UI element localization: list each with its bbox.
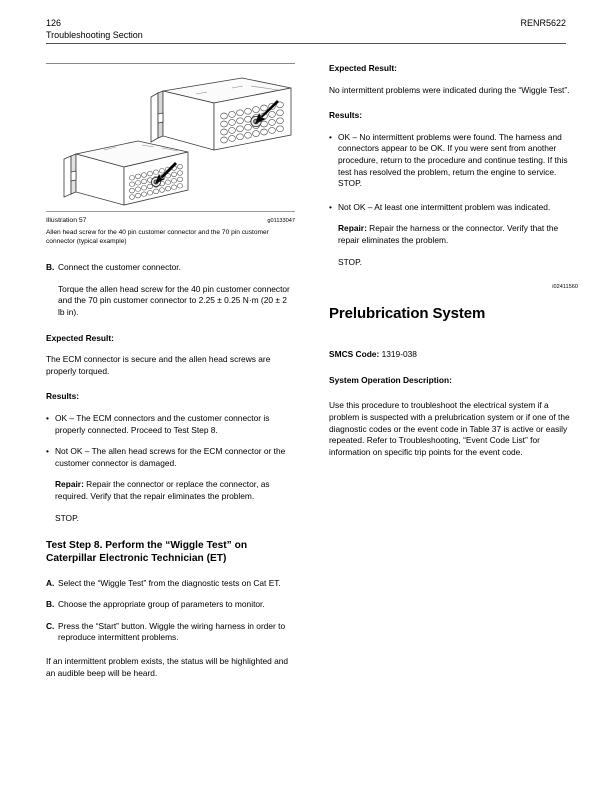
seventy-pin-connector-art [64,141,188,205]
step-b2-letter: B. [46,599,55,610]
step-a [46,578,295,590]
figure-label: Illustration 57 [46,217,87,224]
document-id: RENR5622 [520,18,566,28]
page-number: 126 [46,18,62,28]
result-bullet-ok-left [46,413,295,436]
repair-text-left: Repair the connector or replace the connector, as required. Verify that the repair eliminates the problem. [55,479,270,501]
expected-result-heading-left: Expected Result: [46,332,114,343]
stop-note-left: STOP. [55,512,79,523]
repair-note-right [338,223,578,246]
bullet-icon: • [329,131,332,142]
system-operation-heading: System Operation Description: [329,374,452,385]
figure-caption: Allen head screw for the 40 pin customer connector and the 70 pin customer connector (typical example) [46,229,269,245]
section-reference-id: i02411560 [552,284,578,291]
repair-label-right: Repair: [338,223,367,234]
step-c-text: Press the “Start” button. Wiggle the wiring harness in order to reproduce intermittent problems. [58,620,286,643]
step-b2 [46,599,295,611]
result-bullet-notok-right [329,202,578,214]
test-step-8-heading: Test Step 8. Perform the “Wiggle Test” on Caterpillar Electronic Technician (ET) [46,540,248,564]
figure-block [46,64,295,211]
results-heading-right: Results: [329,110,363,121]
step-a-letter: A. [46,577,55,588]
expected-result-text-right: No intermittent problems were indicated during the “Wiggle Test”. [329,84,570,95]
step-b-detail: Torque the allen head screw for the 40 pin customer connector and the 70 pin customer connector to 2.25 ± 0.25 N·m (20 ± 2 lb in). [58,283,290,317]
figure-caption-row [46,216,295,225]
step-b [46,262,295,274]
repair-label-left: Repair: [55,479,84,490]
smcs-label: SMCS Code: [329,349,380,360]
system-operation-text: Use this procedure to troubleshoot the electrical system if a problem is suspected with a prelubrication system or if one of the diagnostic codes or the event code in Table 37 is active or easily repeated. Refer to Troubleshooting, “Event Code List” for information on specific trip points for the event code. [329,400,570,457]
left-column [46,63,295,679]
bullet-icon: • [46,446,49,457]
smcs-value: 1319-038 [379,349,417,360]
stop-note-right: STOP. [338,256,362,267]
step-a-text: Select the “Wiggle Test” from the diagnostic tests on Cat ET. [58,577,281,588]
result-ok-text-left: OK – The ECM connectors and the customer connector is properly connected. Proceed to Test Step 8. [55,412,270,435]
step-b2-text: Choose the appropriate group of parameters to monitor. [58,599,265,610]
expected-result-text-left: The ECM connector is secure and the allen head screws are properly torqued. [46,354,271,376]
section-name: Troubleshooting Section [46,29,143,40]
bullet-icon: • [46,412,49,423]
header-divider [46,43,566,44]
step-b-letter: B. [46,262,55,273]
smcs-code-line [329,349,578,361]
result-bullet-notok-left [46,446,295,469]
result-notok-text-left: Not OK – The allen head screws for the ECM connector or the customer connector is damaged. [55,446,286,468]
results-heading-left: Results: [46,391,80,402]
section-title: Prelubrication System [329,305,486,323]
repair-text-right: Repair the harness or the connector. Verify that the repair eliminates the problem. [338,223,559,245]
right-column [329,63,578,458]
result-ok-text-right: OK – No intermittent problems were found. The harness and connectors appear to be OK. If you were sent from another procedure, return to the procedure and continue testing. If this test has resolved the problem, return the engine to service. STOP. [338,131,568,189]
closing-paragraph-left: If an intermittent problem exists, the status will be highlighted and an audible beep will be heard. [46,656,289,678]
expected-result-heading-right: Expected Result: [329,63,397,73]
step-c-letter: C. [46,620,55,631]
repair-note-left [55,479,295,502]
result-bullet-ok-right [329,132,578,190]
bullet-icon: • [329,201,332,212]
result-notok-text-right: Not OK – At least one intermittent problem was indicated. [338,201,551,212]
connector-illustration [46,64,295,211]
figure-reference: g01133047 [267,218,295,224]
step-c [46,621,295,644]
page-header [46,18,566,44]
step-b-text: Connect the customer connector. [58,262,181,273]
